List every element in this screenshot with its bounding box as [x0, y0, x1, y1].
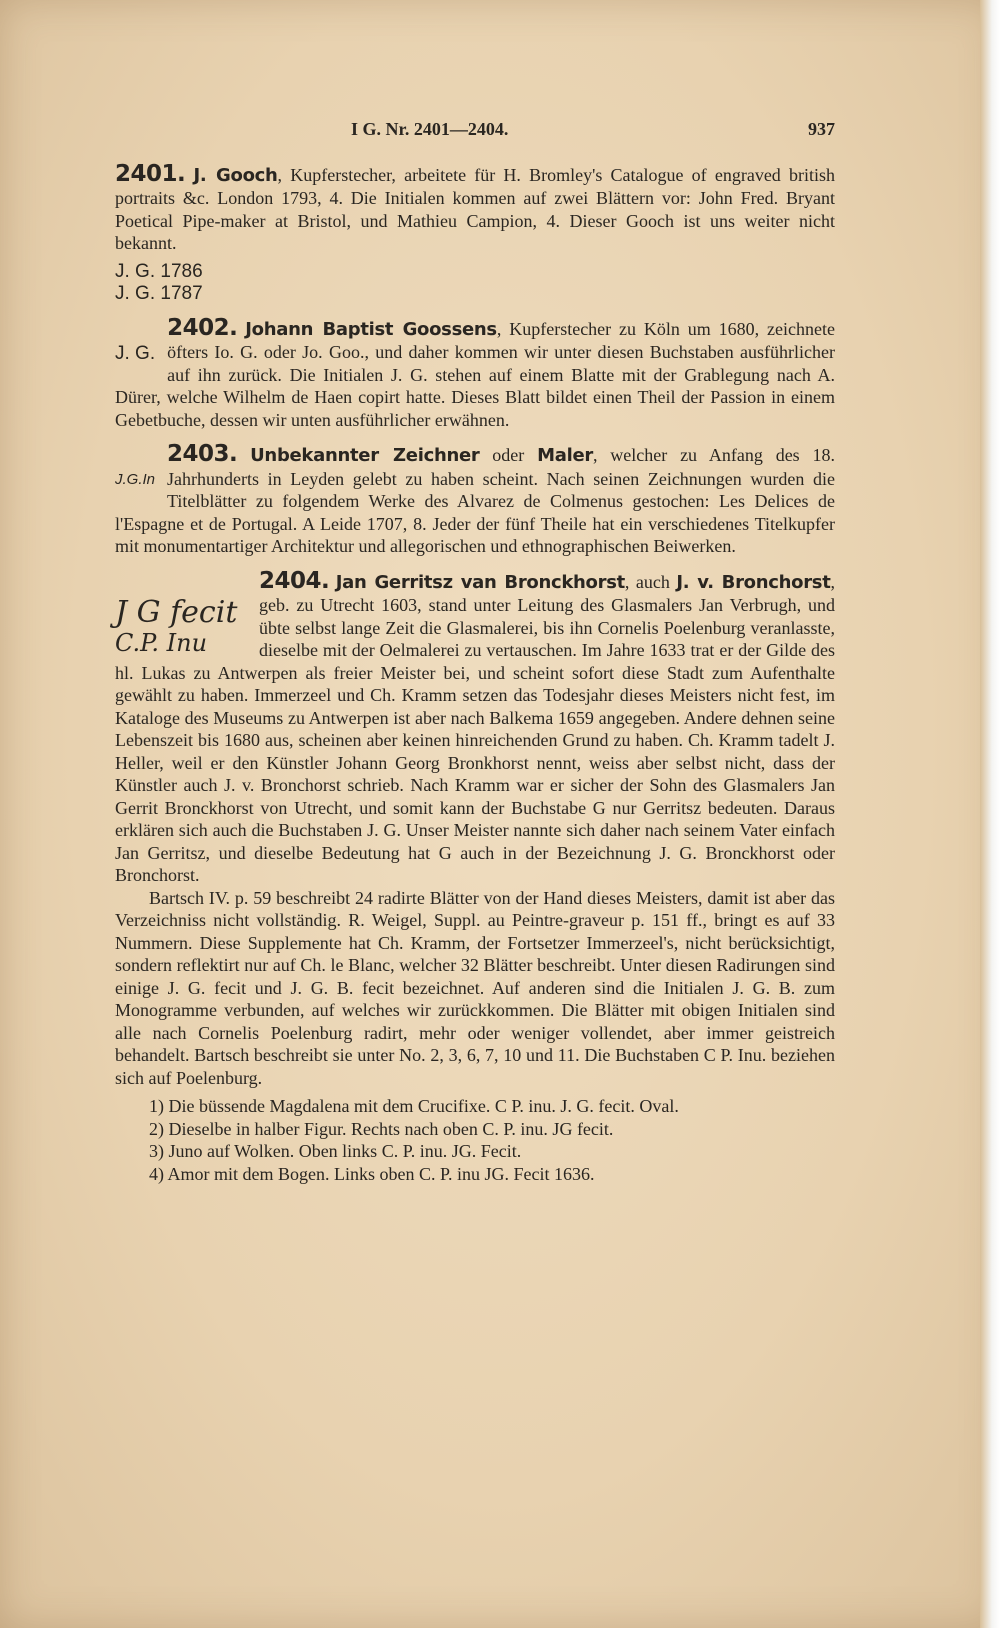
entry-2403 — [115, 443, 835, 558]
page-edge — [980, 0, 1000, 1628]
entry-name: J. Gooch — [193, 164, 278, 186]
list-item: 4) Amor mit dem Bogen. Links oben C. P. inu JG. Fecit 1636. — [149, 1163, 595, 1184]
entry-paragraph-2: Bartsch IV. p. 59 beschreibt 24 radirte Blätter von der Hand dieses Meisters, damit ist aber das Verzeichniss nicht vollständig. R. Weigel, Suppl. au Peintre-graveur p. 151 ff., bringt es auf 33 Nummern. Diese Supplemente hat Ch. Kramm, der Fortsetzer Immerzeel's, nicht berücksichtigt, sondern reflektirt nur auf Ch. le Blanc, welcher 32 Blätter beschreibt. Unter diesen Radirungen sind einige J. G. fecit und J. G. B. fecit bezeichnet. Auf anderen sind die Initialen J. G. B. zum Monogramme verbunden, auf welches wir zurückkommen. Die Blätter mit obigen Initialen sind alle nach Cornelis Poelenburg radirt, mehr oder weniger vollendet, aber immer geistreich behandelt. Bartsch beschreibt sie unter No. 2, 3, 6, 7, 10 und 11. Die Buchstaben C P. Inu. beziehen sich auf Poelenburg. — [115, 887, 835, 1088]
entry-name: Unbekannter Zeichner — [250, 445, 480, 466]
entry-2402 — [115, 314, 835, 432]
name-connector: oder — [479, 445, 538, 465]
entry-name: Johann Baptist Goossens — [245, 318, 497, 340]
entry-name-2: Maler — [537, 445, 593, 466]
entry-number: 2401. — [115, 160, 186, 187]
running-title: I G. Nr. 2401—2404. — [351, 119, 509, 139]
entry-2401 — [115, 160, 835, 305]
monogram-line-2: C.P. Inu — [115, 628, 208, 657]
page-text — [115, 118, 835, 1197]
plate-list — [115, 1095, 835, 1185]
entry-name-2: J. v. Bronchorst — [676, 571, 831, 593]
entry-text: , welcher zu Anfang des 18. Jahrhunderts in Leyden gelebt zu haben scheint. Nach seinen Zeichnungen wurden die Titelblätter zu folgendem Werke des Alvarez de Colmenus gestochen: Les Delices de l'Espagne et de Portugal. A Leide 1707, 8. Jeder der fünf Theile hat ein verschiedenes Titelkupfer mit monumentartiger Architektur und allegorischen und ethnographischen Beiwerken. — [115, 445, 836, 556]
name-connector: , auch — [624, 571, 677, 592]
page-number: 937 — [808, 119, 835, 139]
entry-text: , geb. zu Utrecht 1603, stand unter Leitung des Glasmalers Jan Verbrugh, und übte selbst lange Zeit die Glasmalerei, bis ihn Cornelis Poelenburg veranlasste, dieselbe mit der Oelmalerei zu vertauschen. Im Jahre 1633 trat er der Gilde des hl. Lukas zu Antwerpen als freier Meister bei, und scheint sofort diese Stadt zum Aufenthalte gewählt zu haben. Immerzeel und Ch. Kramm setzen das Todesjahr dieses Meisters nicht fest, im Kataloge des Museums zu Antwerpen ist aber nach Balkema 1659 angegeben. Andere dehnen seine Lebenszeit bis 1680 aus, scheinen aber keinen hinreichenden Grund zu haben. Ch. Kramm tadelt J. Heller, weil er den Künstler Johann Georg Bronkhorst nennt, weiss aber selbst nicht, dass der Künstler auch J. v. Bronchorst schrieb. Nach Kramm war er sicher der Sohn des Glasmalers Jan Gerrit Bronckhorst von Utrecht, und somit kann der Buchstabe G nur Gerritsz bedeuten. Daraus erklären sich auch die Buchstaben J. G. Unser Meister nannte sich daher nach seinem Vater einfach Jan Gerritsz, und dieselbe Bedeutung hat G auch in der Bezeichnung J. G. Bronckhorst oder Bronchorst. — [115, 571, 836, 885]
monogram: J.G.In — [115, 471, 156, 488]
list-item: 3) Juno auf Wolken. Oben links C. P. inu. JG. Fecit. — [149, 1141, 522, 1161]
running-head — [115, 118, 835, 141]
monogram: J. G. — [115, 342, 156, 364]
list-item: 1) Die büssende Magdalena mit dem Crucifixe. C P. inu. J. G. fecit. Oval. — [149, 1096, 679, 1116]
entry-number: 2403. — [167, 441, 238, 467]
monogram-line-1: J G fecit — [115, 594, 238, 630]
list-item: 2) Dieselbe in halber Figur. Rechts nach oben C. P. inu. JG fecit. — [149, 1118, 614, 1139]
monogram: J. G. 1786 J. G. 1787 — [115, 260, 203, 304]
entry-text: , Kupferstecher zu Köln um 1680, zeichnete öfters Io. G. oder Jo. Goo., und daher kommen wir unter diesen Buchstaben ausführlicher auf ihn zurück. Die Initialen J. G. stehen auf einem Blatte mit der Grablegung nach A. Dürer, welche Wilhelm de Haen copirt hatte. Dieses Blatt bildet einen Theil der Passion in einem Gebetbuche, dessen wir unten ausführlicher erwähnen. — [115, 318, 835, 430]
entry-2404 — [115, 567, 836, 1186]
entry-number: 2404. — [259, 567, 330, 594]
entry-name: Jan Gerritsz van Bronckhorst — [335, 571, 625, 593]
entry-number: 2402. — [167, 314, 238, 341]
entry-text: , Kupferstecher, arbeitete für H. Bromley's Catalogue of engraved british portraits &c. London 1793, 4. Die Initialen kommen auf zwei Blättern vor: John Fred. Bryant Poetical Pipe-maker at Bristol, und Mathieu Campion, 4. Dieser Gooch ist uns weiter nicht bekannt. — [115, 164, 835, 253]
monogram-script — [115, 596, 245, 656]
